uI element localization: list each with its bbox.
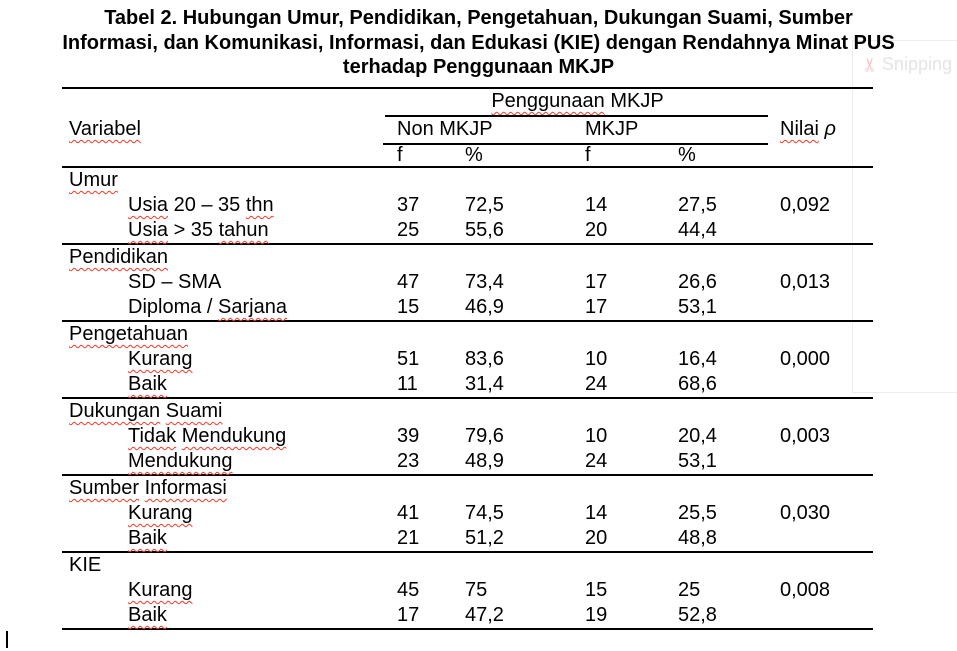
table-body <box>62 168 873 628</box>
table-row <box>62 193 873 218</box>
table-row <box>62 295 873 320</box>
cell-pct-mkjp: 53,1 <box>678 296 717 318</box>
misspelled-word: Umur <box>69 169 118 191</box>
cell-pct-mkjp: 25 <box>678 579 701 601</box>
misspelled-word: Pendidikan <box>69 246 168 268</box>
cell-p-value: 0,092 <box>780 194 831 216</box>
cell-f-non: 37 <box>397 194 420 216</box>
misspelled-word: tahun <box>218 219 269 241</box>
cell-f-non: 23 <box>397 450 420 472</box>
table-section <box>62 551 873 628</box>
table-row <box>62 501 873 526</box>
caption-line-1: Tabel 2. Hubungan Umur, Pendidikan, Pengetahuan, Dukungan Suami, Sumber <box>104 7 853 29</box>
section-label-row <box>62 553 873 578</box>
section-label-row <box>62 476 873 501</box>
misspelled-word: Usia <box>128 219 169 241</box>
row-label <box>62 296 397 319</box>
cell-f-mkjp: 24 <box>585 373 608 395</box>
cell-pct-non: 72,5 <box>465 194 504 216</box>
table-row <box>62 526 873 551</box>
misspelled-word: Suami <box>165 400 223 422</box>
row-label <box>62 450 397 473</box>
row-label <box>62 219 397 242</box>
row-label <box>62 579 397 602</box>
cell-f-non: 47 <box>397 271 420 293</box>
cell-f-non: 45 <box>397 579 420 601</box>
cell-pct-non: 31,4 <box>465 373 504 395</box>
misspelled-word: Sumber <box>69 477 140 499</box>
cell-pct-mkjp: 20,4 <box>678 425 717 447</box>
cell-f-non: 21 <box>397 527 420 549</box>
header-variabel <box>69 118 141 141</box>
row-label <box>62 527 397 550</box>
section-label <box>62 169 873 192</box>
cell-f-mkjp: 20 <box>585 527 608 549</box>
section-label-row <box>62 322 873 347</box>
table-row <box>62 424 873 449</box>
row-label <box>62 604 397 627</box>
cell-pct-non: 48,9 <box>465 450 504 472</box>
cell-pct-mkjp: 48,8 <box>678 527 717 549</box>
misspelled-word: Variabel <box>69 118 141 140</box>
row-label <box>62 194 397 217</box>
cell-f-mkjp: 20 <box>585 219 608 241</box>
text-part: > 35 <box>168 219 219 241</box>
misspelled-word: Kurang <box>128 502 193 524</box>
cell-f-mkjp: 15 <box>585 579 608 601</box>
cell-pct-mkjp: 52,8 <box>678 604 717 626</box>
results-table <box>62 87 873 630</box>
section-label <box>62 477 873 500</box>
cell-pct-non: 74,5 <box>465 502 504 524</box>
misspelled-word: Tidak <box>128 425 177 447</box>
section-label-row <box>62 168 873 193</box>
misspelled-word: Kurang <box>128 348 193 370</box>
cell-pct-mkjp: 44,4 <box>678 219 717 241</box>
text-part: 20 – 35 <box>168 194 246 216</box>
header-penggunaan-mkjp <box>387 90 768 113</box>
cell-f-non: 25 <box>397 219 420 241</box>
misspelled-word: Informasi <box>144 477 227 499</box>
cell-f-mkjp: 19 <box>585 604 608 626</box>
cell-pct-non: 55,6 <box>465 219 504 241</box>
text-cursor-caret <box>6 631 8 648</box>
cell-pct-non: 47,2 <box>465 604 504 626</box>
row-label <box>62 502 397 525</box>
cell-pct-non: 75 <box>465 579 488 601</box>
caption-line-2: Informasi, dan Komunikasi, Informasi, dan Edukasi (KIE) dengan Rendahnya Minat PUS <box>62 31 895 54</box>
ghost-overlay-label: Snipping <box>881 54 952 74</box>
misspelled-word: Usia <box>128 194 169 216</box>
cell-p-value: 0,008 <box>780 579 831 601</box>
cell-f-mkjp: 17 <box>585 271 608 293</box>
table-caption <box>0 6 957 80</box>
misspelled-word: Penggunaan <box>491 90 605 112</box>
table-row <box>62 270 873 295</box>
misspelled-word: Mendukung <box>128 450 233 472</box>
misspelled-word: Mendukung <box>181 425 287 447</box>
cell-pct-mkjp: 16,4 <box>678 348 717 370</box>
section-label <box>62 400 873 423</box>
cell-pct-mkjp: 68,6 <box>678 373 717 395</box>
table-section <box>62 320 873 397</box>
row-label <box>62 271 397 294</box>
section-label-row <box>62 399 873 424</box>
text-part: SD – SMA <box>128 271 222 293</box>
caption-line-3: terhadap Penggunaan MKJP <box>342 56 615 79</box>
misspelled-word: Baik <box>128 527 167 549</box>
header-f-non: f <box>397 144 403 166</box>
row-label <box>62 425 397 448</box>
text-part: Diploma / <box>128 296 219 318</box>
table-section <box>62 397 873 474</box>
cell-f-non: 11 <box>397 373 418 395</box>
cell-f-mkjp: 14 <box>585 502 608 524</box>
table-row <box>62 603 873 628</box>
misspelled-word: thn <box>245 194 274 216</box>
cell-f-mkjp: 14 <box>585 194 608 216</box>
table-row <box>62 578 873 603</box>
table-row <box>62 218 873 243</box>
header-non-mkjp: Non MKJP <box>397 118 493 140</box>
cell-p-value: 0,000 <box>780 348 831 370</box>
cell-f-non: 15 <box>397 296 420 318</box>
header-pct-non: % <box>465 144 483 166</box>
header-rule-subcolumns <box>383 143 768 145</box>
misspelled-word: Baik <box>128 373 167 395</box>
misspelled-word: Sarjana <box>218 296 287 318</box>
cell-pct-non: 79,6 <box>465 425 504 447</box>
section-label <box>62 323 873 346</box>
cell-pct-non: 46,9 <box>465 296 504 318</box>
table-section <box>62 243 873 320</box>
row-label <box>62 373 397 396</box>
table-row <box>62 372 873 397</box>
cell-pct-non: 51,2 <box>465 527 504 549</box>
cell-pct-non: 73,4 <box>465 271 504 293</box>
text-part: MKJP <box>604 90 664 112</box>
header-f-mkjp: f <box>585 144 591 166</box>
cell-f-mkjp: 24 <box>585 450 608 472</box>
cell-f-mkjp: 10 <box>585 425 608 447</box>
table-section <box>62 474 873 551</box>
misspelled-word: Dukungan <box>69 400 161 422</box>
header-mkjp: MKJP <box>585 118 639 140</box>
cell-pct-mkjp: 26,6 <box>678 271 717 293</box>
header-nilai-p <box>780 118 836 141</box>
row-label <box>62 348 397 371</box>
section-label <box>62 246 873 269</box>
text-part: ρ <box>824 118 836 140</box>
misspelled-word: Pengetahuan <box>69 323 189 345</box>
cell-f-mkjp: 17 <box>585 296 608 318</box>
table-row <box>62 347 873 372</box>
cell-f-non: 41 <box>397 502 420 524</box>
cell-pct-mkjp: 27,5 <box>678 194 717 216</box>
cell-pct-non: 83,6 <box>465 348 504 370</box>
misspelled-word: Kurang <box>128 579 193 601</box>
header-rule-penggunaan <box>385 115 768 117</box>
header-pct-mkjp: % <box>678 144 696 166</box>
cell-f-mkjp: 10 <box>585 348 608 370</box>
misspelled-word: Baik <box>128 604 167 626</box>
section-label-row <box>62 245 873 270</box>
cell-f-non: 17 <box>397 604 420 626</box>
scissors-icon: ✂ <box>860 56 882 73</box>
cell-pct-mkjp: 25,5 <box>678 502 717 524</box>
cell-pct-mkjp: 53,1 <box>678 450 717 472</box>
section-label <box>62 554 873 577</box>
misspelled-word: Nilai <box>780 118 819 140</box>
cell-p-value: 0,030 <box>780 502 831 524</box>
cell-p-value: 0,003 <box>780 425 831 447</box>
cell-f-non: 51 <box>397 348 420 370</box>
text-part: KIE <box>69 554 102 576</box>
cell-f-non: 39 <box>397 425 420 447</box>
table-header <box>62 89 873 168</box>
table-row <box>62 449 873 474</box>
cell-p-value: 0,013 <box>780 271 831 293</box>
table-section <box>62 168 873 243</box>
